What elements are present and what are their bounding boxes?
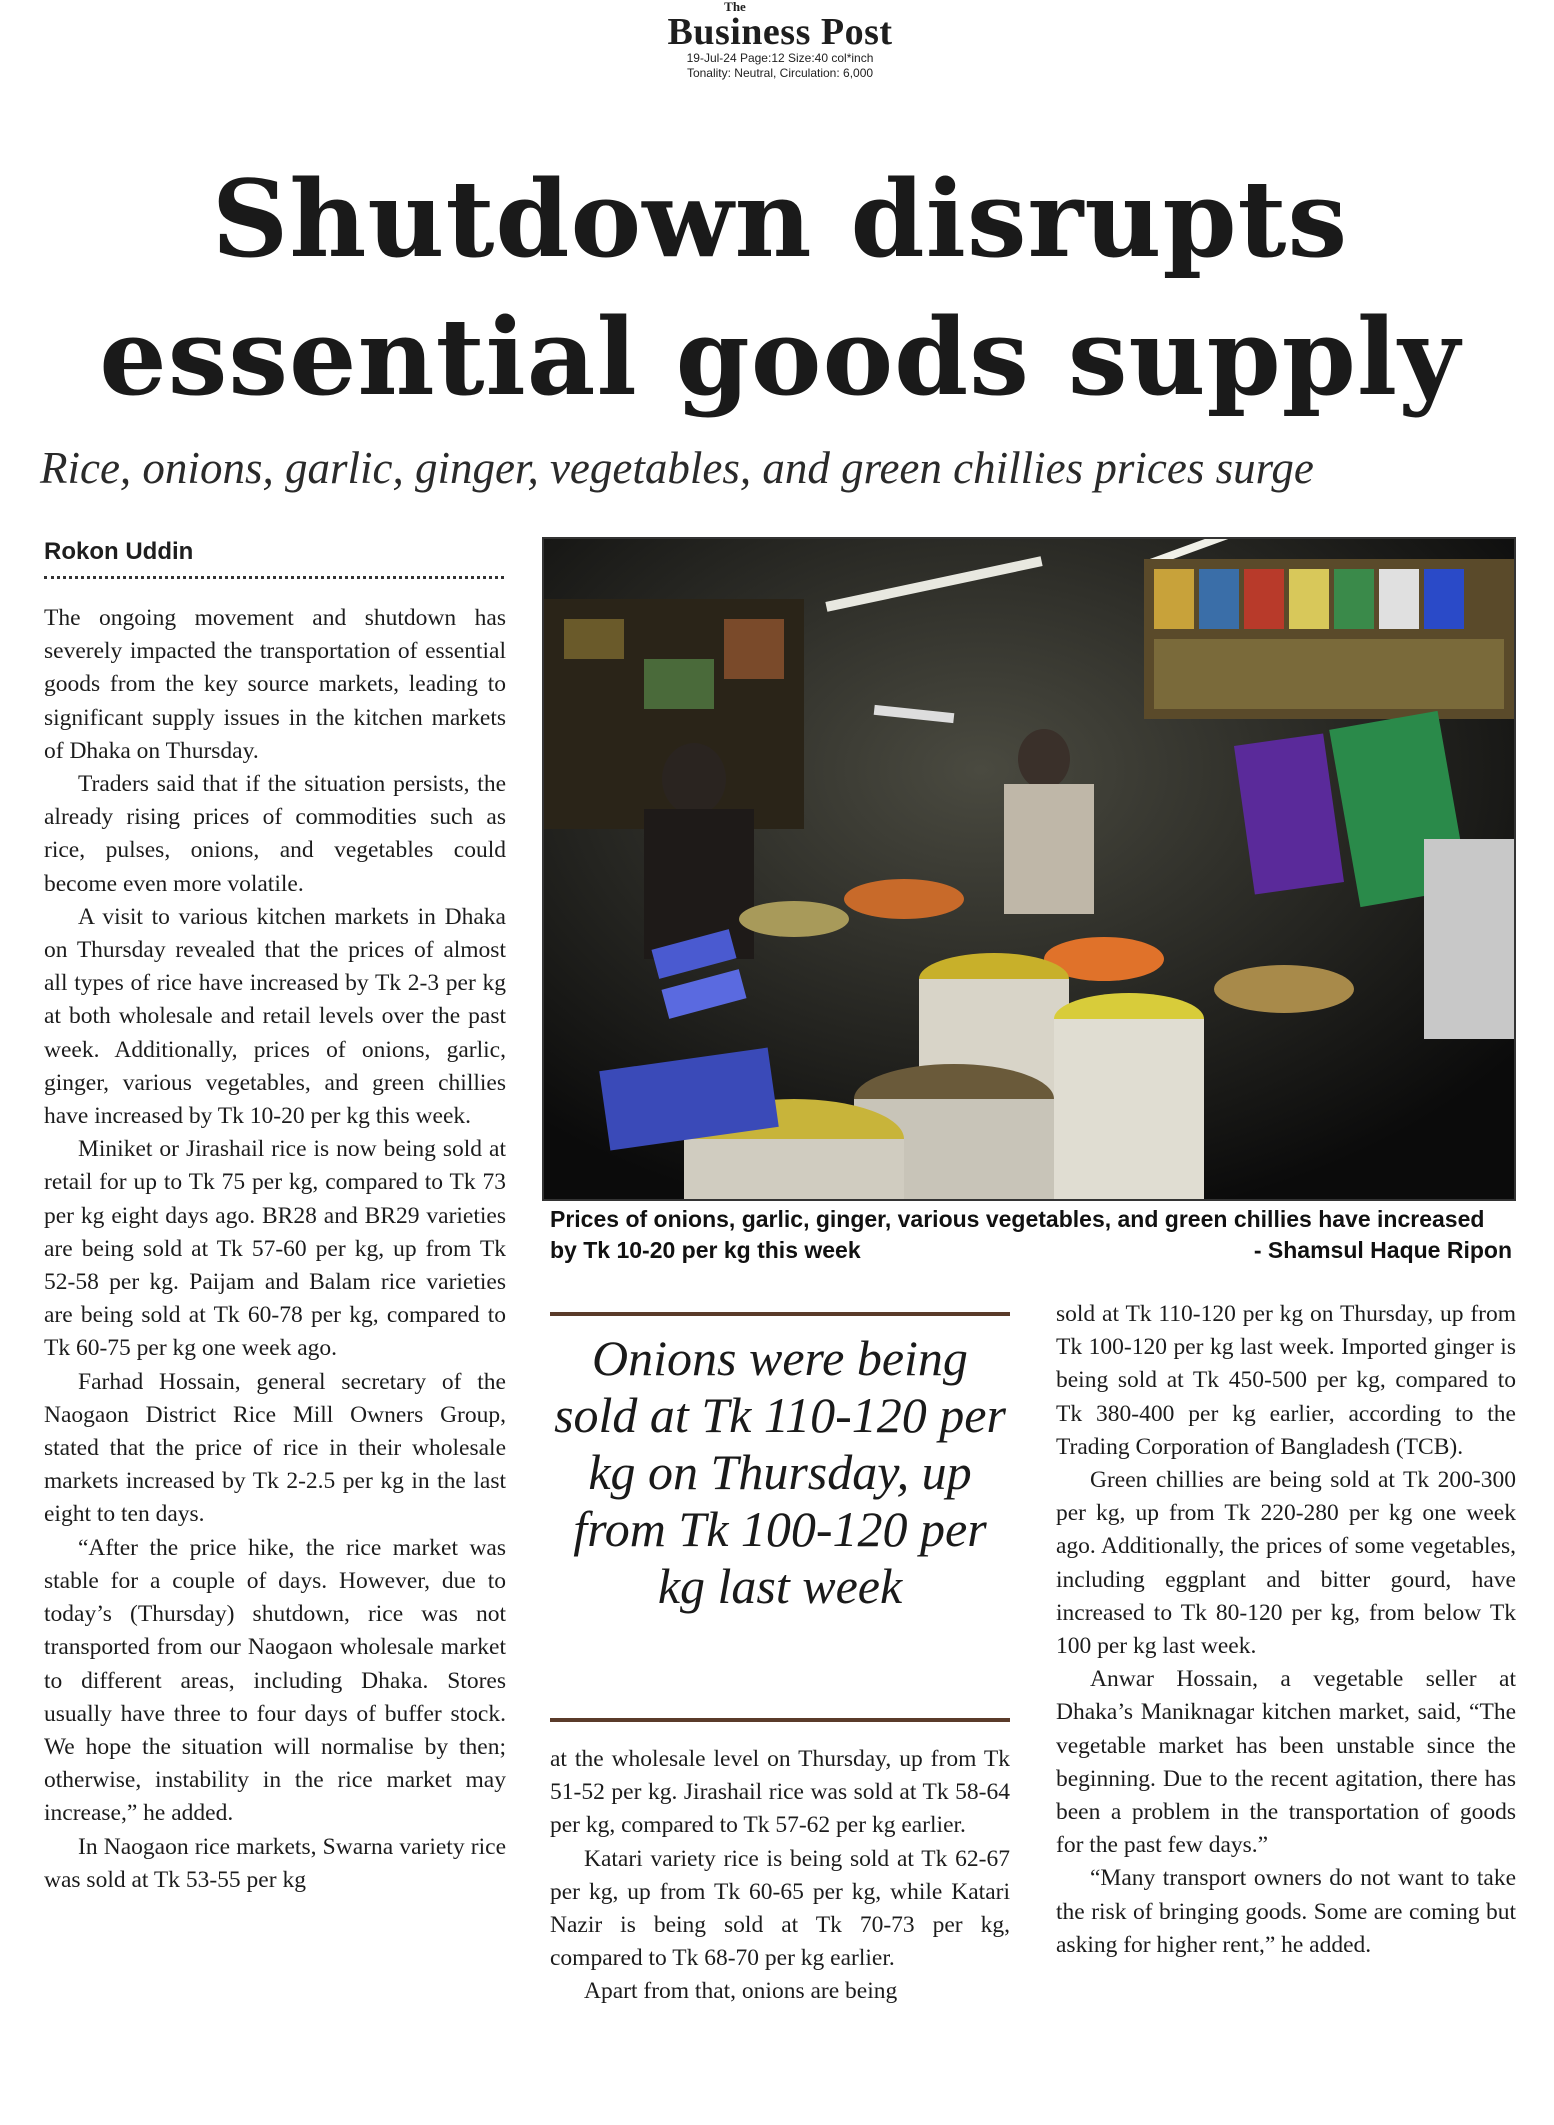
paragraph: at the wholesale level on Thursday, up from Tk 51-52 per kg. Jirashail rice was sold at Tk 58-64 per kg, compared to Tk 57-62 per kg earlier.: [550, 1746, 1010, 1839]
paragraph: “Many transport owners do not want to take the risk of bringing goods. Some are coming but asking for higher rent,” he added.: [1056, 1865, 1516, 1958]
text-column-2: [550, 1743, 1010, 2009]
masthead-article: The: [724, 0, 746, 14]
paragraph: sold at Tk 110-120 per kg on Thursday, up from Tk 100-120 per kg last week. Imported ginger is being sold at Tk 450-500 per kg, compared to Tk 380-400 per kg earlier, according to the Trading Corporation of Bangladesh (TCB).: [1056, 1301, 1516, 1460]
headline-line1: Shutdown disrupts: [211, 156, 1349, 281]
paragraph: Katari variety rice is being sold at Tk 62-67 per kg, up from Tk 60-65 per kg, while Katari Nazir is being sold at Tk 70-73 per kg, compared to Tk 68-70 per kg earlier.: [550, 1845, 1010, 1972]
market-photo: [542, 537, 1516, 1201]
text-column-1: [44, 602, 506, 1897]
paragraph: A visit to various kitchen markets in Dhaka on Thursday revealed that the prices of almost all types of rice have increased by Tk 2-3 per kg at both wholesale and retail levels over the past week. Additionally, prices of onions, garlic, ginger, various vegetables, and green chillies have increased by Tk 10-20 per kg this week.: [44, 903, 506, 1130]
pull-quote: Onions were being sold at Tk 110-120 per kg on Thursday, up from Tk 100-120 per kg last week: [554, 1330, 1006, 1614]
text-column-3: [1056, 1298, 1516, 1962]
pullquote-top-rule: [550, 1312, 1010, 1316]
pullquote-bottom-rule: [550, 1718, 1010, 1722]
article-headline: [40, 150, 1520, 426]
market-stall-illustration: [544, 539, 1514, 1199]
paragraph: Traders said that if the situation persists, the already rising prices of commodities such as rice, pulses, onions, and vegetables could become even more volatile.: [44, 771, 506, 897]
paragraph: Green chillies are being sold at Tk 200-300 per kg, up from Tk 220-280 per kg one week ago. Additionally, the prices of some vegetables, including eggplant and bitter gourd, have increased to Tk 80-120 per kg, from below Tk 100 per kg last week.: [1056, 1467, 1516, 1660]
article-byline: Rokon Uddin: [44, 538, 504, 579]
headline-line2: essential goods supply: [99, 294, 1461, 419]
paragraph: Farhad Hossain, general secretary of the Naogaon District Rice Mill Owners Group, stated that the price of rice in their wholesale markets increased by Tk 2-2.5 per kg in the last eight to ten days.: [44, 1368, 506, 1528]
newspaper-name: Business Post: [667, 11, 893, 53]
article-subheadline: Rice, onions, garlic, ginger, vegetables, and green chillies prices surge: [40, 443, 1314, 493]
paragraph: The ongoing movement and shutdown has severely impacted the transportation of essential goods from the key source markets, leading to significant supply issues in the kitchen markets of Dhaka on Thursday.: [44, 605, 506, 764]
paragraph: Apart from that, onions are being: [584, 1978, 898, 2005]
caption-text: Prices of onions, garlic, ginger, various vegetables, and green chillies have increased by Tk 10-20 per kg this week: [550, 1206, 1485, 1263]
newspaper-masthead: [600, 0, 960, 81]
photo-caption: [550, 1204, 1512, 1266]
clipping-meta-line1: 19-Jul-24 Page:12 Size:40 col*inch: [686, 51, 874, 65]
paragraph: Miniket or Jirashail rice is now being sold at retail for up to Tk 75 per kg, compared to Tk 73 per kg eight days ago. BR28 and BR29 varieties are being sold at Tk 57-60 per kg, up from Tk 52-58 per kg. Paijam and Balam rice varieties are being sold at Tk 60-78 per kg, compared to Tk 60-75 per kg one week ago.: [44, 1136, 506, 1362]
paragraph: “After the price hike, the rice market was stable for a couple of days. However, due to today’s (Thursday) shutdown, rice was not transported from our Naogaon wholesale market to different areas, including Dhaka. Stores usually have three to four days of buffer stock. We hope the situation will normalise by then; otherwise, instability in the rice market may increase,” he added.: [44, 1534, 506, 1827]
paragraph: In Naogaon rice markets, Swarna variety rice was sold at Tk 53-55 per kg: [44, 1833, 506, 1893]
paragraph: Anwar Hossain, a vegetable seller at Dhaka’s Maniknagar kitchen market, said, “The vegetable market has been unstable since the beginning. Due to the recent agitation, there has been a problem in the transportation of goods for the past few days.”: [1056, 1666, 1516, 1859]
photo-credit: - Shamsul Haque Ripon: [1253, 1237, 1512, 1263]
clipping-meta-line2: Tonality: Neutral, Circulation: 6,000: [686, 66, 874, 80]
